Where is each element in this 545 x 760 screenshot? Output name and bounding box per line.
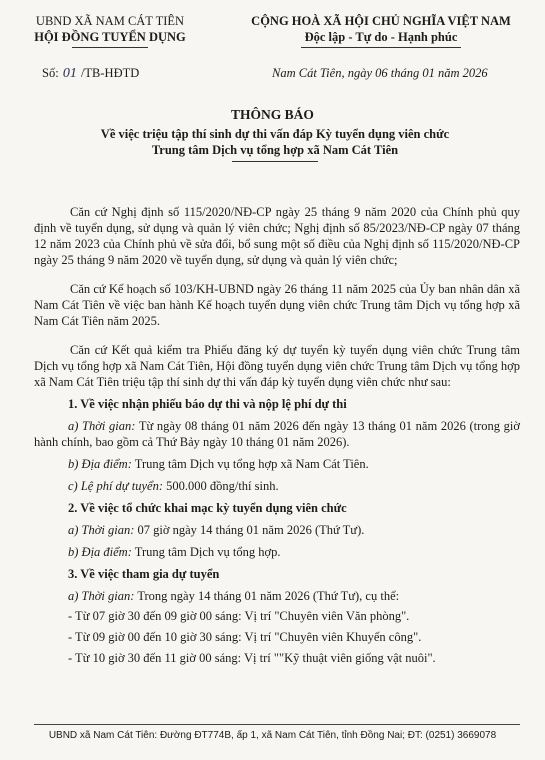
time-text: Trong ngày 14 tháng 01 năm 2026 (Thứ Tư), cụ thể: xyxy=(137,589,400,603)
document-body xyxy=(34,204,520,671)
motto-underline xyxy=(301,47,461,48)
number-suffix: /TB-HĐTD xyxy=(80,66,140,80)
org-underline xyxy=(72,47,148,48)
place-label: b) Địa điểm: xyxy=(68,545,132,559)
section-2-heading: 2. Về việc tổ chức khai mạc kỳ tuyển dụng viên chức xyxy=(68,501,347,515)
document-date: Nam Cát Tiên, ngày 06 tháng 01 năm 2026 xyxy=(272,66,488,80)
time-text: Từ ngày 08 tháng 01 năm 2026 đến ngày 13 tháng 01 năm 2026 (trong giờ hành chính, bao gồm cả Thứ Bảy ngày 10 tháng 01 năm 2026). xyxy=(34,419,520,449)
place-text: Trung tâm Dịch vụ tổng hợp. xyxy=(134,545,281,559)
section-1-time xyxy=(34,418,520,450)
schedule-slot: - Từ 07 giờ 30 đến 09 giờ 00 sáng: Vị trí "Chuyên viên Văn phòng". xyxy=(68,609,410,623)
time-label: a) Thời gian: xyxy=(68,419,136,433)
legal-basis-paragraph: Căn cứ Nghị định số 115/2020/NĐ-CP ngày 25 tháng 9 năm 2020 của Chính phủ quy định về tuyển dụng, sử dụng và quản lý viên chức; Nghị định số 85/2023/NĐ-CP ngày 07 tháng 12 năm 2023 của Chính phủ về sửa đổi, bổ sung một số điều của Nghị định số 115/2020/NĐ-CP ngày 25 tháng 9 năm 2020 về tuyển dụng, sử dụng và quản lý viên chức; xyxy=(34,205,520,267)
section-1-heading: 1. Về việc nhận phiếu báo dự thi và nộp lệ phí dự thi xyxy=(68,397,347,411)
republic-title: CỘNG HOÀ XÃ HỘI CHỦ NGHĨA VIỆT NAM xyxy=(251,14,511,28)
document-number xyxy=(42,66,139,82)
section-2-place xyxy=(34,544,520,560)
subtitle-underline xyxy=(232,161,318,162)
section-3-time xyxy=(34,588,520,604)
results-basis-paragraph: Căn cứ Kết quả kiểm tra Phiếu đăng ký dự tuyển kỳ tuyển dụng viên chức Trung tâm Dịch vụ tổng hợp xã Nam Cát Tiên, Hội đồng tuyển dụng viên chức Trung tâm Dịch vụ tổng hợp xã Nam Cát Tiên triệu tập thí sinh dự thi vấn đáp kỳ tuyển dụng viên chức như sau: xyxy=(34,343,520,389)
section-2-time xyxy=(34,522,520,538)
issuing-organization xyxy=(30,13,190,48)
schedule-slot: - Từ 09 giờ 00 đến 10 giờ 30 sáng: Vị trí "Chuyên viên Khuyến công". xyxy=(68,630,422,644)
fee-text: 500.000 đồng/thí sinh. xyxy=(166,479,279,493)
number-prefix: Số: xyxy=(42,66,59,80)
org-line-1: UBND XÃ NAM CÁT TIÊN xyxy=(35,14,185,28)
place-text: Trung tâm Dịch vụ tổng hợp xã Nam Cát Tiên. xyxy=(134,457,369,471)
handwritten-number: 01 xyxy=(62,66,77,81)
document-subtitle xyxy=(40,126,510,162)
subtitle-line-2: Trung tâm Dịch vụ tổng hợp xã Nam Cát Tiên xyxy=(151,143,399,157)
time-label: a) Thời gian: xyxy=(68,589,135,603)
document-title: THÔNG BÁO xyxy=(231,107,314,122)
time-text: 07 giờ ngày 14 tháng 01 năm 2026 (Thứ Tư). xyxy=(137,523,365,537)
section-1-place xyxy=(34,456,520,472)
national-heading xyxy=(236,13,526,48)
footer-address: UBND xã Nam Cát Tiên: Đường ĐT774B, ấp 1, xã Nam Cát Tiên, tỉnh Đồng Nai; ĐT: (0251) 3669078 xyxy=(48,730,497,741)
org-line-2: HỘI ĐỒNG TUYỂN DỤNG xyxy=(34,30,186,44)
fee-label: c) Lệ phí dự tuyển: xyxy=(68,479,163,493)
place-label: b) Địa điểm: xyxy=(68,457,132,471)
subtitle-line-1: Về việc triệu tập thí sinh dự thi vấn đáp Kỳ tuyển dụng viên chức xyxy=(100,127,450,141)
section-1-fee xyxy=(34,478,520,494)
plan-basis-paragraph: Căn cứ Kế hoạch số 103/KH-UBND ngày 26 tháng 11 năm 2025 của Ủy ban nhân dân xã Nam Cát Tiên về việc ban hành Kế hoạch tuyển dụng viên chức Trung tâm Dịch vụ tổng hợp xã Nam Cát Tiên năm 2025. xyxy=(34,282,520,328)
national-motto: Độc lập - Tự do - Hạnh phúc xyxy=(304,30,458,44)
schedule-slot: - Từ 10 giờ 30 đến 11 giờ 00 sáng: Vị trí ""Kỹ thuật viên giống vật nuôi". xyxy=(68,651,436,665)
footer-divider xyxy=(34,724,520,725)
section-3-heading: 3. Về việc tham gia dự tuyển xyxy=(68,567,220,581)
time-label: a) Thời gian: xyxy=(68,523,135,537)
